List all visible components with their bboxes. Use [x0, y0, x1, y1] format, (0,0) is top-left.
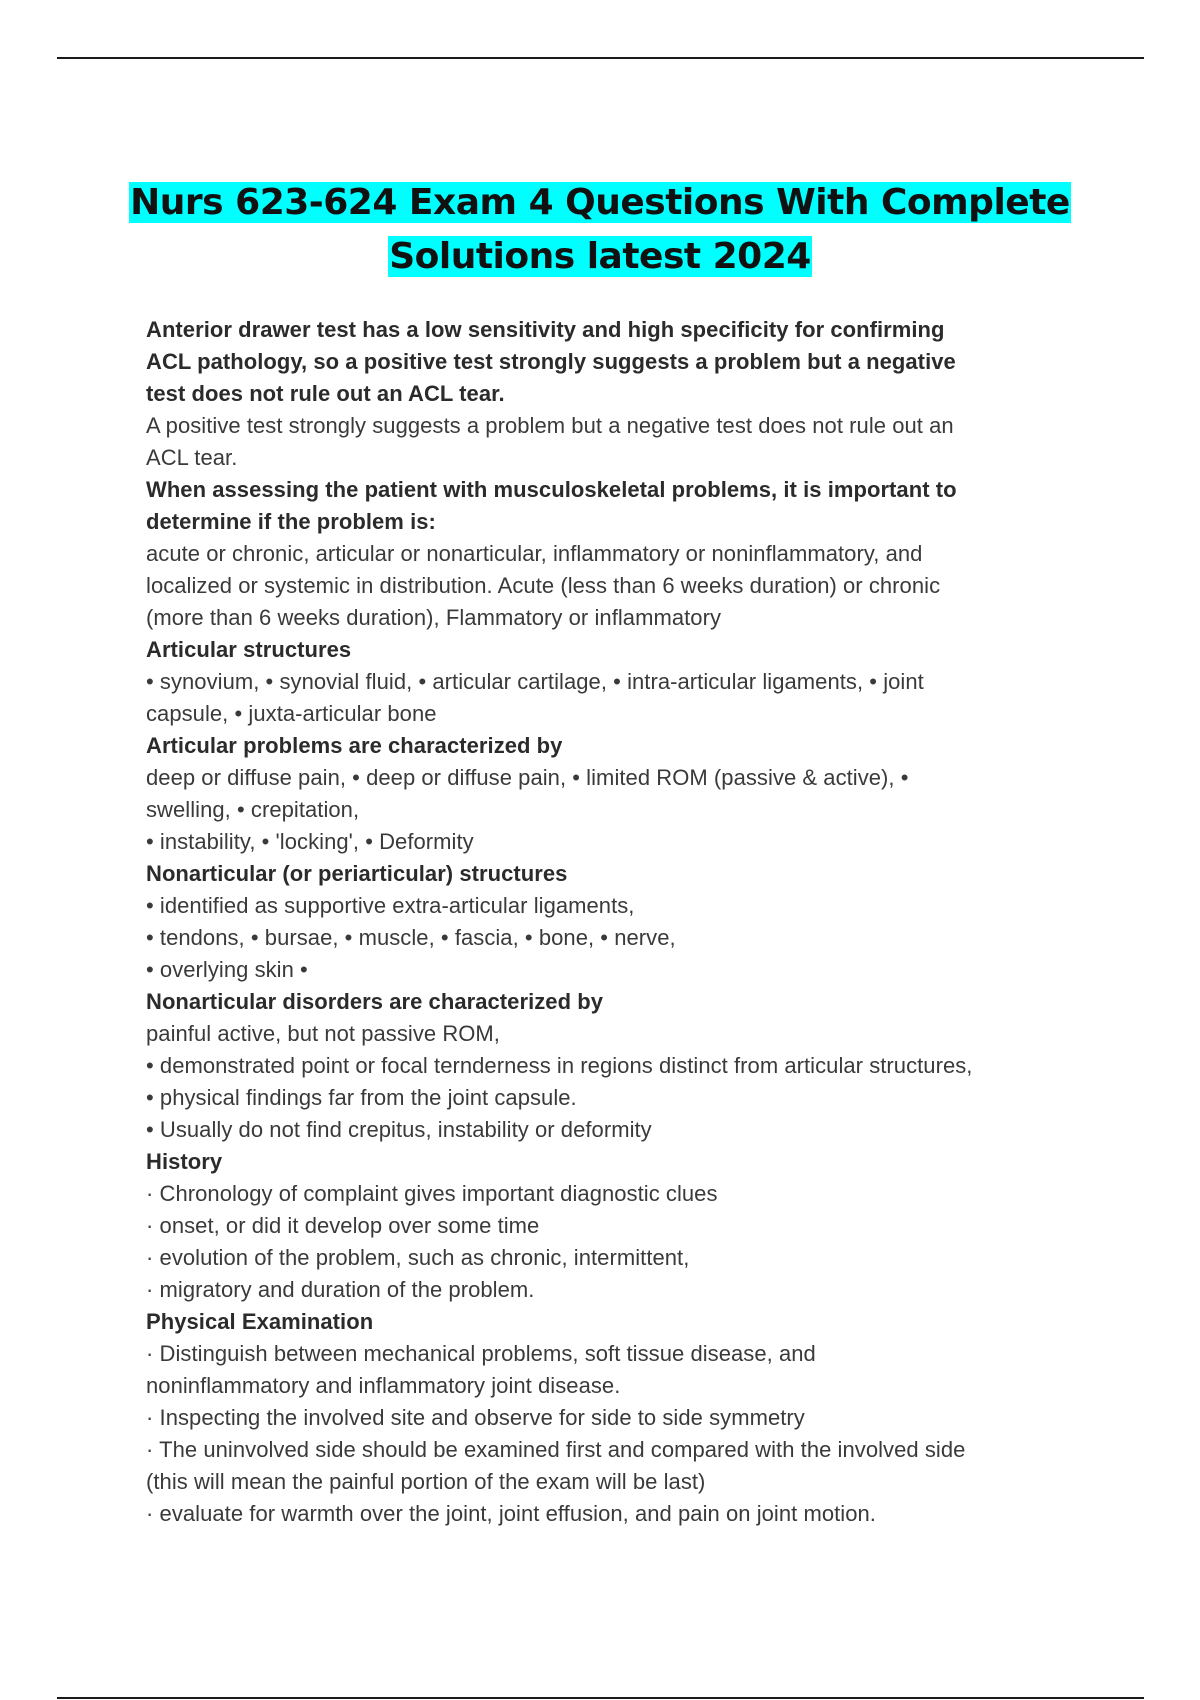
question-line: determine if the problem is: — [146, 509, 436, 534]
answer-line: noninflammatory and inflammatory joint disease. — [146, 1373, 621, 1398]
question-line: Nonarticular (or periarticular) structures — [146, 861, 568, 886]
answer-line: · migratory and duration of the problem. — [146, 1277, 535, 1302]
answer-line: • tendons, • bursae, • muscle, • fascia, • bone, • nerve, — [146, 925, 676, 950]
answer-line: · evolution of the problem, such as chronic, intermittent, — [146, 1245, 690, 1270]
answer-line: • overlying skin • — [146, 957, 308, 982]
question-line: Articular structures — [146, 637, 352, 662]
question-line: Physical Examination — [146, 1309, 374, 1334]
answer-line: • demonstrated point or focal ternderness in regions distinct from articular structures, — [146, 1053, 973, 1078]
answer-line: ACL tear. — [146, 445, 238, 470]
question-line: Anterior drawer test has a low sensitivity and high specificity for confirming — [146, 317, 945, 342]
answer-line: • synovium, • synovial fluid, • articular cartilage, • intra-articular ligaments, • joint — [146, 669, 924, 694]
answer-line: (more than 6 weeks duration), Flammatory or inflammatory — [146, 605, 721, 630]
bottom-rule — [57, 1697, 1144, 1699]
question-line: ACL pathology, so a positive test strongly suggests a problem but a negative — [146, 349, 956, 374]
answer-line: • physical findings far from the joint capsule. — [146, 1085, 577, 1110]
answer-line: · The uninvolved side should be examined first and compared with the involved side — [146, 1437, 966, 1462]
document-title — [100, 176, 1100, 284]
answer-line: swelling, • crepitation, — [146, 797, 360, 822]
title-line-2: Solutions latest 2024 — [389, 236, 811, 277]
title-line-1: Nurs 623-624 Exam 4 Questions With Complete — [130, 182, 1070, 223]
answer-line: • Usually do not find crepitus, instability or deformity — [146, 1117, 652, 1142]
answer-line: · evaluate for warmth over the joint, joint effusion, and pain on joint motion. — [146, 1501, 876, 1526]
top-rule — [57, 57, 1144, 59]
answer-line: · Distinguish between mechanical problems, soft tissue disease, and — [146, 1341, 816, 1366]
answer-line: capsule, • juxta-articular bone — [146, 701, 437, 726]
question-line: Nonarticular disorders are characterized by — [146, 989, 603, 1014]
answer-line: • identified as supportive extra-articular ligaments, — [146, 893, 635, 918]
answer-line: deep or diffuse pain, • deep or diffuse pain, • limited ROM (passive & active), • — [146, 765, 909, 790]
document-body — [146, 314, 1076, 1530]
answer-line: localized or systemic in distribution. Acute (less than 6 weeks duration) or chronic — [146, 573, 941, 598]
answer-line: A positive test strongly suggests a problem but a negative test does not rule out an — [146, 413, 954, 438]
answer-line: · Chronology of complaint gives important diagnostic clues — [146, 1181, 718, 1206]
answer-line: · Inspecting the involved site and observe for side to side symmetry — [146, 1405, 805, 1430]
question-line: Articular problems are characterized by — [146, 733, 563, 758]
answer-line: painful active, but not passive ROM, — [146, 1021, 500, 1046]
answer-line: acute or chronic, articular or nonarticular, inflammatory or noninflammatory, and — [146, 541, 923, 566]
question-line: History — [146, 1149, 223, 1174]
question-line: When assessing the patient with musculoskeletal problems, it is important to — [146, 477, 957, 502]
answer-line: • instability, • 'locking', • Deformity — [146, 829, 474, 854]
answer-line: · onset, or did it develop over some time — [146, 1213, 540, 1238]
question-line: test does not rule out an ACL tear. — [146, 381, 505, 406]
answer-line: (this will mean the painful portion of the exam will be last) — [146, 1469, 706, 1494]
